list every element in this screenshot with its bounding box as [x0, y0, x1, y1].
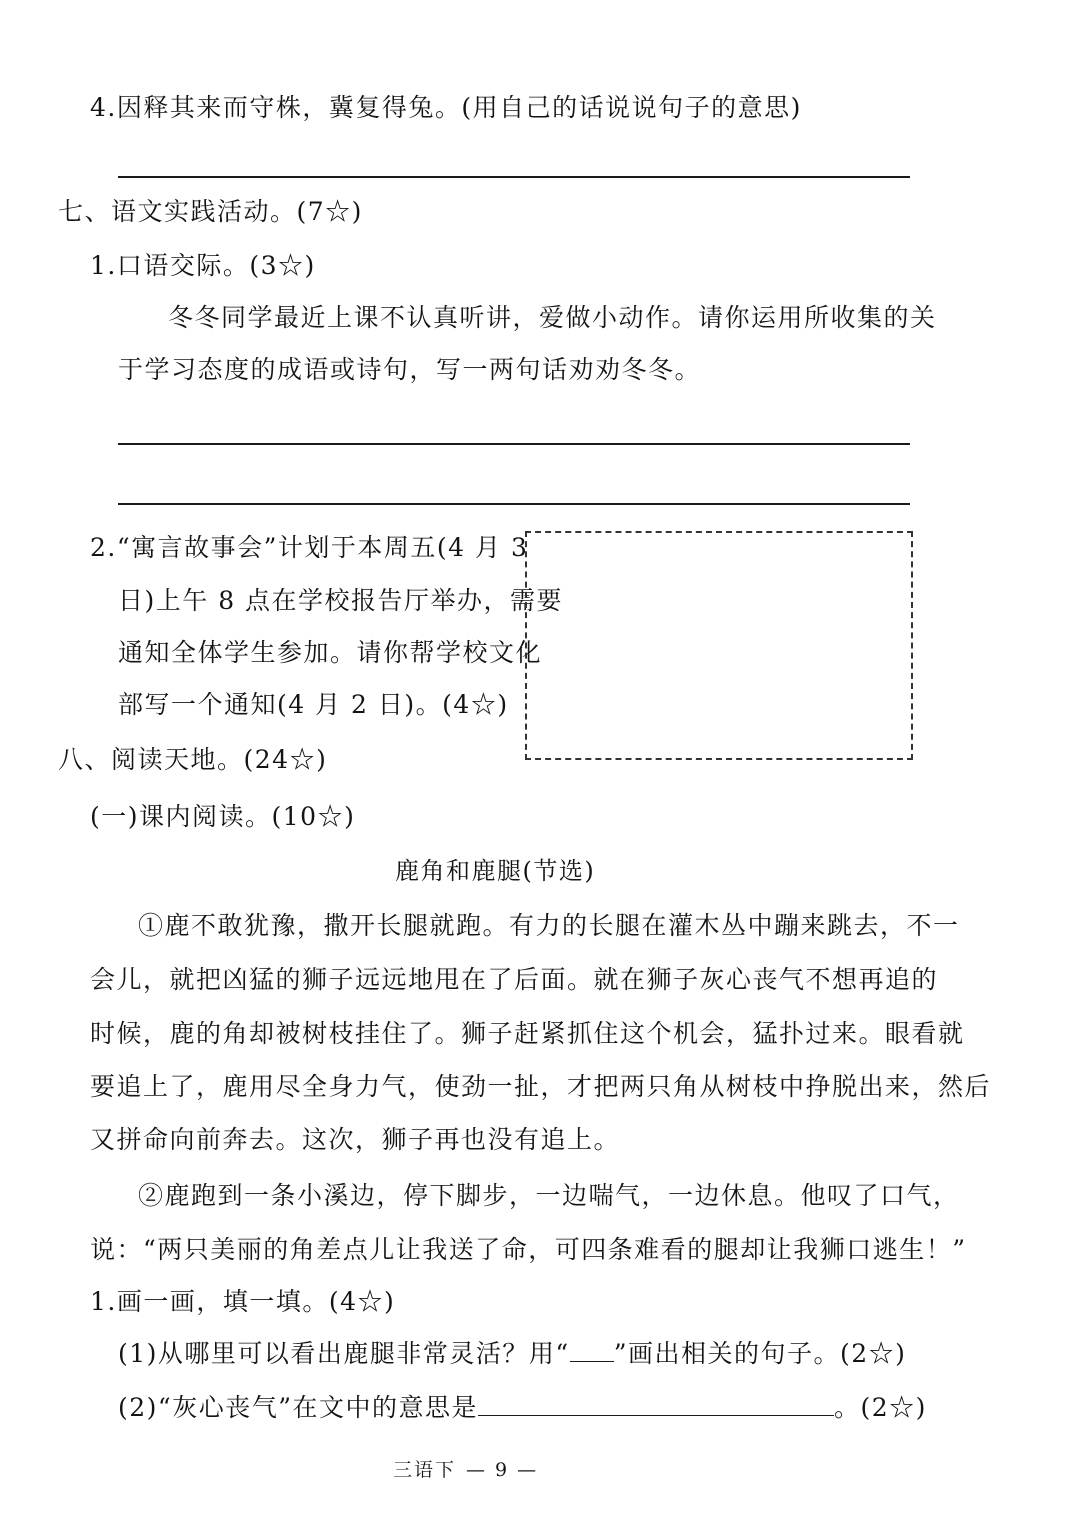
- footer-label: 三语下: [393, 1459, 457, 1481]
- question-1b-text: (2)“灰心丧气”在文中的意思是: [118, 1393, 478, 1422]
- passage-line: 说：“两只美丽的角差点儿让我送了命，可四条难看的腿却让我狮口逃生！”: [90, 1235, 967, 1264]
- passage-line: ①鹿不敢犹豫，撒开长腿就跑。有力的长腿在灌木丛中蹦来跳去，不一: [138, 911, 960, 940]
- in-class-reading-heading: (一)课内阅读。(10☆): [90, 802, 356, 831]
- oral-communication-heading: 1.口语交际。(3☆): [90, 251, 316, 280]
- notice-task-text-line: 2.“寓言故事会”计划于本周五(4 月 3: [90, 533, 529, 562]
- notice-writing-box[interactable]: [525, 531, 913, 760]
- oral-communication-text-line: 于学习态度的成语或诗句，写一两句话劝劝冬冬。: [118, 355, 702, 384]
- passage-line: 会儿，就把凶猛的狮子远远地甩在了后面。就在狮子灰心丧气不想再追的: [90, 965, 939, 994]
- passage-line: 时候，鹿的角却被树枝挂住了。狮子赶紧抓住这个机会，猛扑过来。眼看就: [90, 1019, 965, 1048]
- question-1a-text: ”画出相关的句子。(2☆): [613, 1339, 907, 1368]
- answer-line[interactable]: [118, 503, 910, 505]
- underline-sample: [570, 1339, 614, 1362]
- question-1a-text: (1)从哪里可以看出鹿腿非常灵活？用“: [118, 1339, 570, 1368]
- page-number: — 9 —: [466, 1459, 539, 1481]
- answer-blank[interactable]: [478, 1393, 834, 1416]
- passage-line: 要追上了，鹿用尽全身力气，使劲一扯，才把两只角从树枝中挣脱出来，然后: [90, 1072, 992, 1101]
- oral-communication-text-line: 冬冬同学最近上课不认真听讲，爱做小动作。请你运用所收集的关: [168, 303, 937, 332]
- question-1a: [118, 1338, 906, 1370]
- draw-fill-heading: 1.画一画，填一填。(4☆): [90, 1287, 396, 1316]
- passage-title: 鹿角和鹿腿(节选): [395, 857, 596, 885]
- notice-task-text-line: 日)上午 8 点在学校报告厅举办，需要: [118, 586, 564, 615]
- passage-line: ②鹿跑到一条小溪边，停下脚步，一边喘气，一边休息。他叹了口气，: [138, 1181, 960, 1210]
- section-7-heading: 七、语文实践活动。(7☆): [58, 197, 363, 226]
- passage-line: 又拼命向前奔去。这次，狮子再也没有追上。: [90, 1125, 621, 1154]
- answer-line[interactable]: [118, 443, 910, 445]
- section-8-heading: 八、阅读天地。(24☆): [58, 745, 328, 774]
- question-1b: [118, 1392, 927, 1424]
- question-4-text: 4.因释其来而守株，冀复得兔。(用自己的话说说句子的意思): [90, 93, 802, 122]
- question-1b-text: 。(2☆): [833, 1393, 927, 1422]
- notice-task-text-line: 通知全体学生参加。请你帮学校文化: [118, 638, 543, 667]
- answer-line[interactable]: [118, 176, 910, 178]
- notice-task-text-line: 部写一个通知(4 月 2 日)。(4☆): [118, 690, 509, 719]
